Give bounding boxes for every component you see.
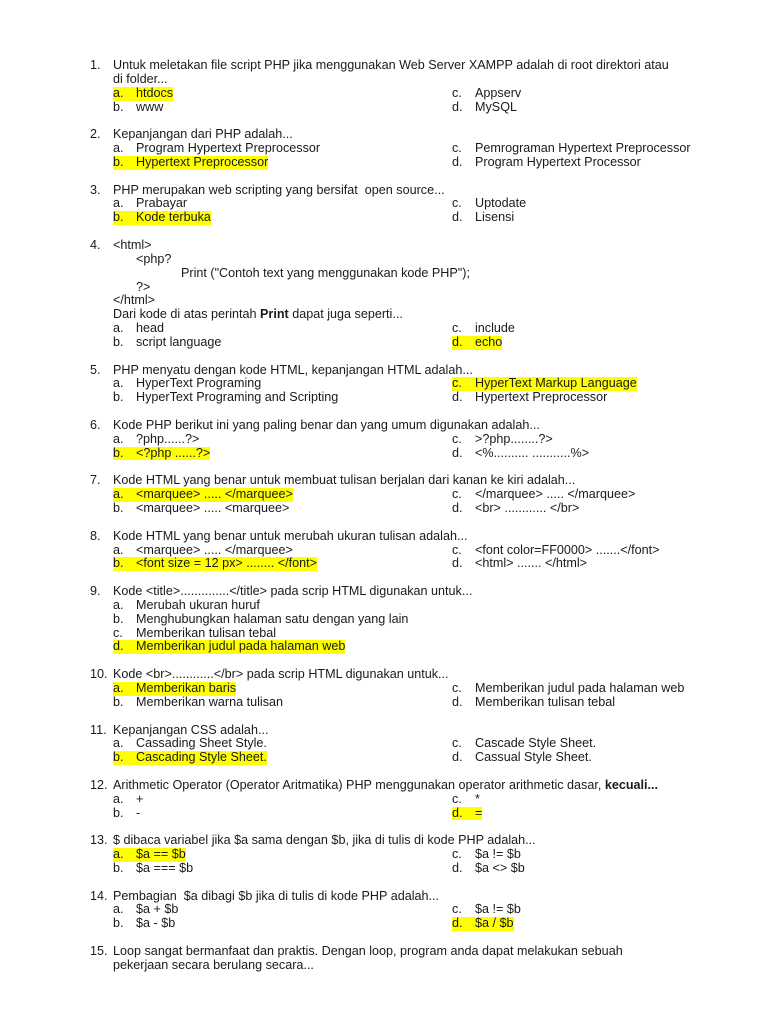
question-number: 7.: [90, 473, 101, 488]
question-stem-line: [0, 890, 768, 904]
option-text: ?php......?>: [136, 431, 200, 446]
option-b: [113, 156, 268, 170]
question-4: [0, 239, 768, 350]
option-d: [452, 447, 589, 461]
option-c: [452, 737, 596, 751]
option-text: Merubah ukuran huruf: [136, 597, 260, 612]
question-text: [113, 724, 268, 738]
option-c: [113, 627, 276, 641]
option-text: Cascade Style Sheet.: [475, 736, 597, 751]
option-letter: b.: [113, 154, 124, 169]
question-10: [0, 668, 768, 710]
option-a: [113, 544, 293, 558]
question-stem-line: [0, 530, 768, 544]
option-letter: c.: [452, 321, 462, 336]
question-number: 3.: [90, 182, 101, 197]
question-number: 6.: [90, 417, 101, 432]
question-text: [136, 281, 150, 295]
options: [0, 682, 768, 710]
option-text: $a == $b: [136, 847, 186, 862]
question-text: [113, 834, 536, 848]
question-stem-line: [0, 779, 768, 793]
option-b: [113, 751, 267, 765]
option-c: [452, 544, 659, 558]
option-text: $a != $b: [475, 902, 521, 917]
option-text: www: [136, 99, 164, 114]
option-a: [113, 599, 260, 613]
question-number: 5.: [90, 362, 101, 377]
option-b: [113, 696, 283, 710]
question-text: [113, 294, 155, 308]
question-stem-line: [0, 959, 768, 973]
text-segment: dapat juga seperti...: [288, 307, 403, 322]
option-letter: d.: [452, 556, 463, 571]
option-letter: a.: [113, 597, 124, 612]
option-letter: c.: [452, 847, 462, 862]
question-stem-line: [0, 834, 768, 848]
option-d: [452, 101, 517, 115]
option-letter: b.: [113, 694, 124, 709]
question-stem-line: [0, 364, 768, 378]
question-text: [113, 779, 658, 793]
option-d: [452, 751, 592, 765]
option-text: Memberikan judul pada halaman web: [475, 680, 685, 695]
option-text: *: [475, 791, 480, 806]
question-stem-line: [0, 308, 768, 322]
question-text: [113, 585, 472, 599]
option-text: htdocs: [136, 85, 174, 100]
question-number: 4.: [90, 237, 101, 252]
text-segment: Loop sangat bermanfaat dan praktis. Dengan loop, program anda dapat melakukan sebuah: [113, 944, 623, 959]
option-letter: a.: [113, 542, 124, 557]
option-a: [113, 793, 143, 807]
option-letter: a.: [113, 680, 124, 695]
option-text: <br> ............ </br>: [475, 501, 580, 515]
option-a: [113, 433, 199, 447]
question-stem-line: [0, 281, 768, 295]
text-segment: Kepanjangan dari PHP adalah...: [113, 127, 293, 142]
option-letter: a.: [113, 431, 124, 446]
option-a: [113, 737, 267, 751]
option-c: [452, 848, 521, 862]
option-letter: d.: [452, 445, 463, 460]
question-stem-line: [0, 59, 768, 73]
question-text: [113, 474, 575, 488]
option-letter: b.: [113, 390, 124, 405]
question-stem-line: [0, 267, 768, 281]
question-text: [113, 668, 449, 682]
text-segment: Dari kode di atas perintah: [113, 307, 261, 322]
question-stem-line: [0, 253, 768, 267]
option-letter: a.: [113, 847, 124, 862]
option-letter: c.: [452, 85, 462, 100]
option-letter: d.: [452, 805, 463, 820]
option-d: [452, 917, 514, 931]
question-stem-line: [0, 239, 768, 253]
option-d: [452, 211, 514, 225]
text-segment: ?>: [136, 279, 151, 294]
options: [0, 433, 768, 461]
option-letter: c.: [113, 625, 123, 640]
text-segment: <html>: [113, 237, 152, 252]
question-text: [113, 945, 623, 959]
question-number: 8.: [90, 528, 101, 543]
text-segment: Kode HTML yang benar untuk membuat tulisan berjalan dari kanan ke kiri adalah...: [113, 473, 576, 488]
option-d: [113, 640, 345, 654]
text-segment: PHP merupakan web scripting yang bersifat open source...: [113, 182, 445, 197]
question-text: [113, 184, 445, 198]
options: [0, 737, 768, 765]
option-b: [113, 613, 408, 627]
option-text: +: [136, 791, 144, 806]
question-5: [0, 364, 768, 406]
option-letter: a.: [113, 791, 124, 806]
option-text: Memberikan baris: [136, 680, 237, 695]
option-d: [452, 502, 579, 516]
option-text: HyperText Programing: [136, 376, 262, 391]
option-letter: c.: [452, 791, 462, 806]
option-letter: d.: [452, 390, 463, 405]
option-b: [113, 557, 317, 571]
option-a: [113, 142, 320, 156]
question-8: [0, 530, 768, 572]
option-c: [452, 322, 515, 336]
option-b: [113, 336, 221, 350]
option-letter: b.: [113, 750, 124, 765]
option-a: [113, 903, 178, 917]
option-text: -: [136, 805, 141, 820]
option-letter: d.: [452, 154, 463, 169]
option-text: <marquee> ..... </marquee>: [136, 487, 293, 502]
options: [0, 848, 768, 876]
option-text: Memberikan tulisan tebal: [136, 625, 277, 640]
option-letter: d.: [113, 639, 124, 654]
question-number: 13.: [90, 833, 108, 848]
option-b: [113, 917, 175, 931]
option-b: [113, 862, 193, 876]
option-text: </marquee> ..... </marquee>: [475, 487, 636, 502]
option-b: [113, 807, 140, 821]
question-stem-line: [0, 294, 768, 308]
question-text: [113, 308, 403, 322]
question-stem-line: [0, 419, 768, 433]
question-3: [0, 184, 768, 226]
text-segment: $ dibaca variabel jika $a sama dengan $b, jika di tulis di kode PHP adalah...: [113, 833, 536, 848]
option-text: Memberikan tulisan tebal: [475, 694, 616, 709]
option-c: [452, 682, 684, 696]
text-segment: Print ("Contoh text yang menggunakan kode PHP");: [181, 265, 470, 280]
option-a: [113, 848, 186, 862]
text-segment: di folder...: [113, 71, 168, 86]
option-d: [452, 336, 502, 350]
option-d: [452, 807, 482, 821]
option-text: $a + $b: [136, 902, 179, 917]
bold-text: Print: [260, 307, 289, 322]
question-number: 14.: [90, 888, 108, 903]
question-9: [0, 585, 768, 654]
option-text: >?php........?>: [475, 431, 553, 446]
question-number: 9.: [90, 584, 101, 599]
question-stem-line: [0, 184, 768, 198]
text-segment: PHP menyatu dengan kode HTML, kepanjangan HTML adalah...: [113, 362, 473, 377]
question-1: [0, 59, 768, 114]
option-text: Memberikan warna tulisan: [136, 694, 283, 709]
text-segment: <php?: [136, 251, 172, 266]
option-letter: d.: [452, 860, 463, 875]
option-letter: c.: [452, 376, 462, 391]
question-stem-line: [0, 73, 768, 87]
option-d: [452, 696, 615, 710]
options: [0, 197, 768, 225]
option-a: [113, 87, 173, 101]
options: [0, 488, 768, 516]
option-letter: c.: [452, 431, 462, 446]
question-text: [113, 530, 467, 544]
option-text: Kode terbuka: [136, 210, 211, 225]
option-b: [113, 447, 210, 461]
option-letter: a.: [113, 376, 124, 391]
option-b: [113, 391, 338, 405]
option-letter: d.: [452, 750, 463, 765]
question-number: 1.: [90, 58, 101, 72]
option-letter: d.: [452, 501, 463, 515]
option-a: [113, 197, 187, 211]
option-letter: b.: [113, 611, 124, 626]
option-text: $a === $b: [136, 860, 194, 875]
option-c: [452, 903, 521, 917]
text-segment: Pembagian $a dibagi $b jika di tulis di kode PHP adalah...: [113, 888, 440, 903]
option-text: Lisensi: [475, 210, 515, 225]
option-d: [452, 557, 587, 571]
option-letter: a.: [113, 487, 124, 502]
question-text: [113, 73, 168, 87]
question-11: [0, 724, 768, 766]
option-text: Uptodate: [475, 196, 527, 211]
option-text: =: [475, 805, 483, 820]
question-text: [113, 59, 669, 73]
option-text: MySQL: [475, 99, 517, 114]
option-text: HyperText Programing and Scripting: [136, 390, 339, 405]
option-text: HyperText Markup Language: [475, 376, 637, 391]
question-stem-line: [0, 724, 768, 738]
option-text: <?php ......?>: [136, 445, 211, 460]
option-text: <marquee> ..... <marquee>: [136, 501, 290, 515]
option-letter: c.: [452, 487, 462, 502]
option-text: $a - $b: [136, 916, 176, 931]
option-text: $a <> $b: [475, 860, 525, 875]
option-text: Cassual Style Sheet.: [475, 750, 592, 765]
option-text: Appserv: [475, 85, 522, 100]
option-text: Pemrograman Hypertext Preprocessor: [475, 141, 691, 156]
question-14: [0, 890, 768, 932]
options: [0, 793, 768, 821]
option-b: [113, 101, 163, 115]
option-b: [113, 211, 211, 225]
option-text: Cascading Style Sheet.: [136, 750, 267, 765]
options: [0, 322, 768, 350]
option-letter: c.: [452, 902, 462, 917]
option-text: Menghubungkan halaman satu dengan yang lain: [136, 611, 409, 626]
option-letter: a.: [113, 736, 124, 751]
options: [0, 544, 768, 572]
option-letter: b.: [113, 916, 124, 931]
question-text: [113, 959, 314, 973]
text-segment: </html>: [113, 293, 155, 308]
question-number: 12.: [90, 777, 108, 792]
question-text: [181, 267, 470, 281]
question-12: [0, 779, 768, 821]
option-text: Hypertext Preprocessor: [136, 154, 269, 169]
option-text: script language: [136, 334, 222, 349]
option-text: head: [136, 321, 165, 336]
question-stem-line: [0, 585, 768, 599]
question-15: [0, 945, 768, 973]
question-text: [136, 253, 171, 267]
option-text: <%.......... ...........%>: [475, 445, 590, 460]
option-letter: b.: [113, 445, 124, 460]
option-text: echo: [475, 334, 503, 349]
text-segment: pekerjaan secara berulang secara...: [113, 957, 314, 972]
options: [0, 87, 768, 115]
option-letter: b.: [113, 99, 124, 114]
option-letter: b.: [113, 805, 124, 820]
question-number: 11.: [90, 722, 107, 737]
option-letter: a.: [113, 85, 124, 100]
option-letter: d.: [452, 916, 463, 931]
question-stem-line: [0, 128, 768, 142]
option-c: [452, 793, 480, 807]
option-text: <font size = 12 px> ........ </font>: [136, 556, 317, 571]
option-c: [452, 142, 691, 156]
options: [0, 142, 768, 170]
option-a: [113, 682, 236, 696]
option-letter: c.: [452, 196, 462, 211]
option-c: [452, 433, 553, 447]
option-d: [452, 156, 641, 170]
question-number: 10.: [90, 667, 108, 682]
option-letter: a.: [113, 196, 124, 211]
question-text: [113, 890, 439, 904]
options: [0, 903, 768, 931]
option-letter: c.: [452, 542, 462, 557]
question-stem-line: [0, 474, 768, 488]
option-text: Cassading Sheet Style.: [136, 736, 267, 751]
text-segment: Kode <br>............</br> pada scrip HTML digunakan untuk...: [113, 667, 449, 682]
option-b: [113, 502, 289, 516]
option-d: [452, 391, 607, 405]
option-letter: c.: [452, 141, 462, 156]
question-7: [0, 474, 768, 516]
text-segment: Arithmetic Operator (Operator Aritmatika) PHP menggunakan operator arithmetic dasar,: [113, 777, 605, 792]
option-a: [113, 488, 293, 502]
option-d: [452, 862, 525, 876]
option-letter: a.: [113, 321, 124, 336]
question-13: [0, 834, 768, 876]
option-letter: b.: [113, 860, 124, 875]
option-letter: d.: [452, 99, 463, 114]
option-letter: d.: [452, 694, 463, 709]
option-c: [452, 87, 521, 101]
option-letter: b.: [113, 210, 124, 225]
question-6: [0, 419, 768, 461]
option-a: [113, 377, 261, 391]
option-text: Hypertext Preprocessor: [475, 390, 608, 405]
question-number: 15.: [90, 944, 108, 959]
option-text: $a != $b: [475, 847, 521, 862]
question-stem-line: [0, 668, 768, 682]
question-text: [113, 128, 293, 142]
question-stem-line: [0, 945, 768, 959]
option-text: <html> ....... </html>: [475, 556, 587, 571]
question-number: 2.: [90, 127, 101, 142]
options: [0, 377, 768, 405]
option-c: [452, 197, 526, 211]
option-letter: d.: [452, 210, 463, 225]
text-segment: Kode HTML yang benar untuk merubah ukuran tulisan adalah...: [113, 528, 468, 543]
option-letter: c.: [452, 736, 462, 751]
option-letter: b.: [113, 501, 124, 515]
text-segment: Kepanjangan CSS adalah...: [113, 722, 269, 737]
text-segment: Untuk meletakan file script PHP jika menggunakan Web Server XAMPP adalah di root direktori atau: [113, 58, 669, 72]
option-letter: b.: [113, 334, 124, 349]
option-letter: c.: [452, 680, 462, 695]
option-letter: d.: [452, 334, 463, 349]
option-c: [452, 488, 635, 502]
option-c: [452, 377, 637, 391]
question-text: [113, 364, 473, 378]
question-text: [113, 239, 152, 253]
question-text: [113, 419, 540, 433]
option-letter: a.: [113, 902, 124, 917]
question-2: [0, 128, 768, 170]
bold-text: kecuali...: [604, 777, 659, 792]
option-text: Prabayar: [136, 196, 188, 211]
option-text: <marquee> ..... </marquee>: [136, 542, 293, 557]
option-text: Program Hypertext Processor: [475, 154, 641, 169]
option-text: include: [475, 321, 515, 336]
option-text: $a / $b: [475, 916, 514, 931]
text-segment: Kode <title>..............</title> pada scrip HTML digunakan untuk...: [113, 584, 473, 599]
option-text: Memberikan judul pada halaman web: [136, 639, 346, 654]
option-letter: a.: [113, 141, 124, 156]
option-a: [113, 322, 164, 336]
option-text: <font color=FF0000> .......</font>: [475, 542, 660, 557]
quiz-document: [0, 59, 768, 987]
options: [0, 599, 768, 654]
option-letter: b.: [113, 556, 124, 571]
option-text: Program Hypertext Preprocessor: [136, 141, 321, 156]
text-segment: Kode PHP berikut ini yang paling benar dan yang umum digunakan adalah...: [113, 417, 540, 432]
